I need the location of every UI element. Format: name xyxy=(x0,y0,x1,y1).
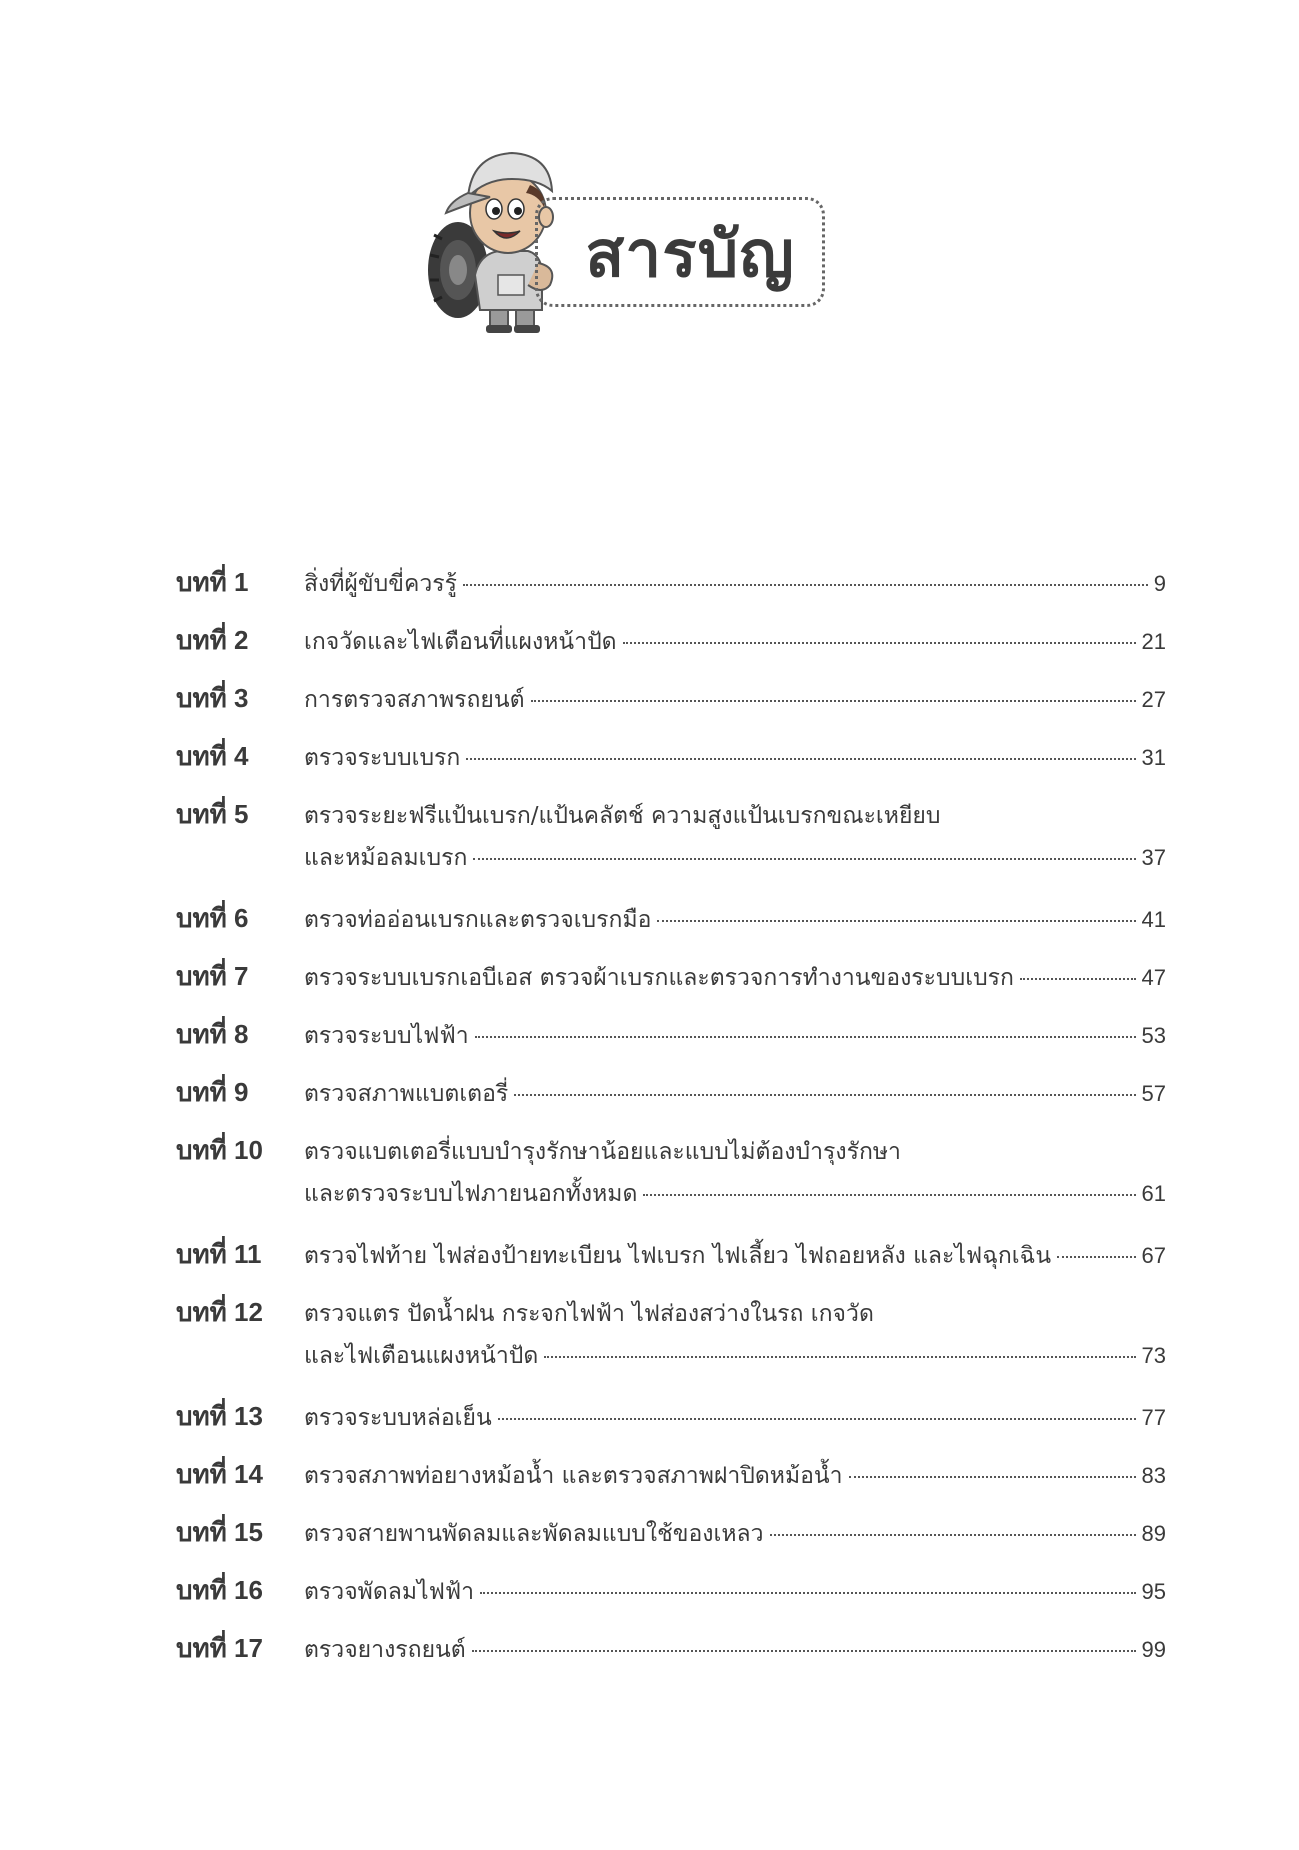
page-number: 77 xyxy=(1141,1405,1166,1430)
toc-entry-16 xyxy=(176,1570,1166,1612)
dot-leader xyxy=(472,1650,1136,1652)
toc-entry-15 xyxy=(176,1512,1166,1554)
dot-leader xyxy=(849,1476,1136,1478)
chapter-title: ตรวจยางรถยนต์ xyxy=(304,1637,466,1663)
chapter-number: บทที่ 11 xyxy=(176,1239,262,1269)
chapter-number: บทที่ 9 xyxy=(176,1077,249,1107)
toc-entry-1 xyxy=(176,562,1166,604)
chapter-title: ตรวจระบบหล่อเย็น xyxy=(304,1405,492,1431)
chapter-number: บทที่ 3 xyxy=(176,683,249,713)
page-number: 53 xyxy=(1141,1023,1166,1048)
chapter-number: บทที่ 12 xyxy=(176,1297,263,1327)
chapter-number: บทที่ 6 xyxy=(176,903,249,933)
dot-leader xyxy=(657,920,1135,922)
toc-entry-12 xyxy=(176,1292,1166,1380)
chapter-number: บทที่ 14 xyxy=(176,1459,263,1489)
toc-entry-5 xyxy=(176,794,1166,882)
dot-leader xyxy=(643,1194,1135,1196)
chapter-title: สิ่งที่ผู้ขับขี่ควรรู้ xyxy=(304,571,457,597)
toc-entry-7 xyxy=(176,956,1166,998)
page-number: 41 xyxy=(1141,907,1166,932)
chapter-title: ตรวจแบตเตอรี่แบบบำรุงรักษาน้อยและแบบไม่ต้องบำรุงรักษา xyxy=(304,1139,901,1165)
page-number: 57 xyxy=(1141,1081,1166,1106)
toc-entry-6 xyxy=(176,898,1166,940)
page-number: 67 xyxy=(1141,1243,1166,1268)
chapter-number: บทที่ 1 xyxy=(176,567,249,597)
chapter-number: บทที่ 17 xyxy=(176,1633,263,1663)
dot-leader xyxy=(463,584,1148,586)
chapter-title: ตรวจระยะฟรีแป้นเบรก/แป้นคลัตช์ ความสูงแป้นเบรกขณะเหยียบ xyxy=(304,803,941,829)
dot-leader xyxy=(473,858,1135,860)
dot-leader xyxy=(623,642,1136,644)
dot-leader xyxy=(531,700,1136,702)
chapter-title-continued: และตรวจระบบไฟภายนอกทั้งหมด xyxy=(304,1181,638,1207)
dot-leader xyxy=(480,1592,1135,1594)
chapter-title: ตรวจสายพานพัดลมและพัดลมแบบใช้ของเหลว xyxy=(304,1521,764,1547)
chapter-title: ตรวจท่ออ่อนเบรกและตรวจเบรกมือ xyxy=(304,907,652,933)
chapter-number: บทที่ 7 xyxy=(176,961,249,991)
toc-entry-2 xyxy=(176,620,1166,662)
toc-header xyxy=(420,135,840,335)
chapter-title: ตรวจสภาพแบตเตอรี่ xyxy=(304,1081,509,1107)
chapter-title-continued: และไฟเตือนแผงหน้าปัด xyxy=(304,1343,539,1369)
page-number: 9 xyxy=(1153,571,1166,596)
chapter-title: เกจวัดและไฟเตือนที่แผงหน้าปัด xyxy=(304,629,617,655)
chapter-number: บทที่ 10 xyxy=(176,1135,263,1165)
page-title: สารบัญ xyxy=(585,218,795,292)
toc-entry-3 xyxy=(176,678,1166,720)
toc-entry-11 xyxy=(176,1234,1166,1276)
chapter-title: ตรวจระบบเบรก xyxy=(304,745,461,771)
chapter-title-continued: และหม้อลมเบรก xyxy=(304,845,468,871)
chapter-number: บทที่ 16 xyxy=(176,1575,263,1605)
chapter-title: การตรวจสภาพรถยนต์ xyxy=(304,687,525,713)
page-number: 31 xyxy=(1141,745,1166,770)
dot-leader xyxy=(1057,1256,1135,1258)
dot-leader xyxy=(1020,978,1136,980)
toc-entry-13 xyxy=(176,1396,1166,1438)
page-number: 27 xyxy=(1141,687,1166,712)
dot-leader xyxy=(466,758,1135,760)
chapter-title: ตรวจระบบเบรกเอบีเอส ตรวจผ้าเบรกและตรวจการทำงานของระบบเบรก xyxy=(304,965,1014,991)
chapter-title: ตรวจสภาพท่อยางหม้อน้ำ และตรวจสภาพฝาปิดหม้อน้ำ xyxy=(304,1463,843,1489)
chapter-number: บทที่ 4 xyxy=(176,741,249,771)
page-number: 47 xyxy=(1141,965,1166,990)
dot-leader xyxy=(475,1036,1136,1038)
chapter-number: บทที่ 15 xyxy=(176,1517,263,1547)
chapter-number: บทที่ 8 xyxy=(176,1019,249,1049)
dot-leader xyxy=(498,1418,1136,1420)
dot-leader xyxy=(514,1094,1135,1096)
toc-entry-17 xyxy=(176,1628,1166,1670)
page-number: 89 xyxy=(1141,1521,1166,1546)
chapter-title: ตรวจไฟท้าย ไฟส่องป้ายทะเบียน ไฟเบรก ไฟเลี้ยว ไฟถอยหลัง และไฟฉุกเฉิน xyxy=(304,1243,1052,1269)
chapter-title: ตรวจระบบไฟฟ้า xyxy=(304,1023,469,1049)
dot-leader xyxy=(770,1534,1136,1536)
page-number: 99 xyxy=(1141,1637,1166,1662)
toc-entry-14 xyxy=(176,1454,1166,1496)
page-number: 61 xyxy=(1141,1181,1166,1206)
toc-entry-8 xyxy=(176,1014,1166,1056)
page-number: 73 xyxy=(1141,1343,1166,1368)
dot-leader xyxy=(544,1356,1135,1358)
page-number: 83 xyxy=(1141,1463,1166,1488)
toc-entry-4 xyxy=(176,736,1166,778)
page-number: 37 xyxy=(1141,845,1166,870)
page-number: 95 xyxy=(1141,1579,1166,1604)
chapter-title: ตรวจพัดลมไฟฟ้า xyxy=(304,1579,475,1605)
toc-entry-9 xyxy=(176,1072,1166,1114)
page-number: 21 xyxy=(1141,629,1166,654)
toc-entry-10 xyxy=(176,1130,1166,1218)
chapter-number: บทที่ 5 xyxy=(176,799,249,829)
chapter-title: ตรวจแตร ปัดน้ำฝน กระจกไฟฟ้า ไฟส่องสว่างในรถ เกจวัด xyxy=(304,1301,874,1327)
chapter-number: บทที่ 13 xyxy=(176,1401,263,1431)
table-of-contents xyxy=(176,562,1166,1686)
chapter-number: บทที่ 2 xyxy=(176,625,249,655)
